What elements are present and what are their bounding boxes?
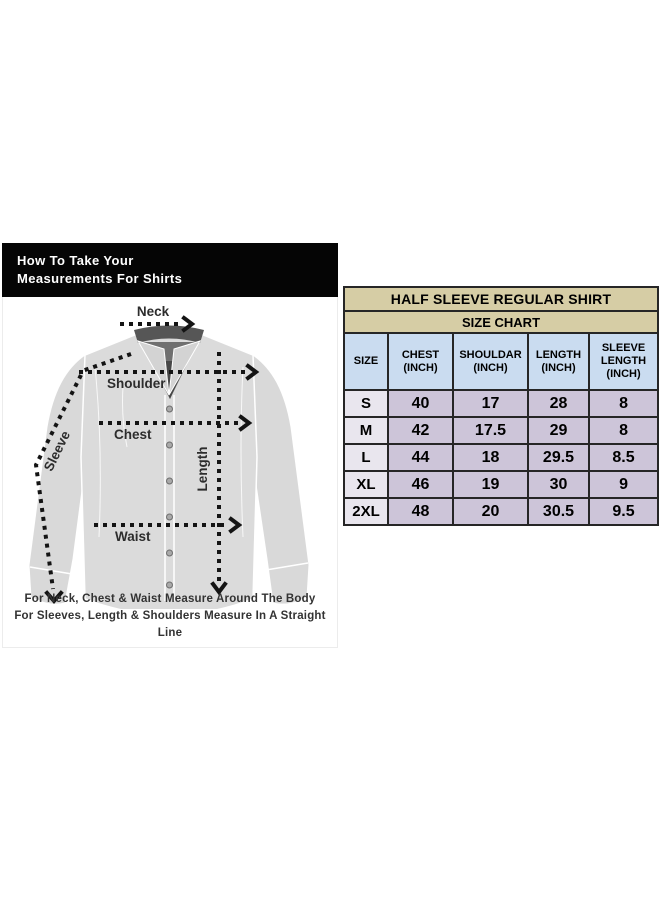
table-cell: 44 [388, 444, 453, 471]
measurement-instructions [3, 591, 337, 642]
table-row [344, 444, 658, 471]
table-subtitle-row [344, 311, 658, 333]
shirt-illustration [29, 326, 309, 610]
table-cell: 8 [589, 417, 658, 444]
panel-title-line2: Measurements For Shirts [17, 271, 183, 286]
table-cell: 40 [388, 390, 453, 417]
shirt-right-sleeve [249, 355, 309, 604]
table-row [344, 471, 658, 498]
column-header-sleeve-length: SLEEVE LENGTH (INCH) [589, 333, 658, 390]
length-label: Length [195, 446, 210, 492]
table-cell: XL [344, 471, 388, 498]
table-title-row [344, 287, 658, 311]
column-header-shoulder: SHOULDAR (INCH) [453, 333, 528, 390]
table-cell: 17.5 [453, 417, 528, 444]
shirt-diagram-svg [3, 297, 339, 609]
table-cell: 2XL [344, 498, 388, 525]
table-header-row [344, 333, 658, 390]
table-cell: 30 [528, 471, 589, 498]
table-cell: 46 [388, 471, 453, 498]
table-row [344, 390, 658, 417]
table-cell: 20 [453, 498, 528, 525]
size-chart-table [343, 286, 659, 526]
shirt-measurement-diagram [2, 297, 338, 648]
size-chart-subtitle: SIZE CHART [344, 311, 658, 333]
measurement-panel [2, 243, 338, 648]
shirt-left-sleeve [29, 355, 89, 604]
instruction-line1: For Neck, Chest & Waist Measure Around The Body [24, 593, 316, 605]
table-cell: 42 [388, 417, 453, 444]
column-header-chest: CHEST (INCH) [388, 333, 453, 390]
table-row [344, 498, 658, 525]
panel-title-line1: How To Take Your [17, 253, 134, 268]
measurement-panel-header [2, 243, 338, 297]
table-cell: 30.5 [528, 498, 589, 525]
size-chart-title: HALF SLEEVE REGULAR SHIRT [344, 287, 658, 311]
table-cell: 17 [453, 390, 528, 417]
table-cell: M [344, 417, 388, 444]
table-cell: 19 [453, 471, 528, 498]
table-cell: 48 [388, 498, 453, 525]
column-header-size: SIZE [344, 333, 388, 390]
table-cell: L [344, 444, 388, 471]
sleeve-label: Sleeve [40, 428, 74, 474]
shoulder-label: Shoulder [107, 376, 166, 391]
waist-label: Waist [115, 529, 151, 544]
table-cell: 8.5 [589, 444, 658, 471]
table-cell: 29.5 [528, 444, 589, 471]
table-cell: 9 [589, 471, 658, 498]
neck-label: Neck [136, 304, 170, 319]
table-cell: 28 [528, 390, 589, 417]
instruction-line2: For Sleeves, Length & Shoulders Measure In A Straight Line [14, 610, 326, 639]
chest-label: Chest [114, 427, 152, 442]
table-cell: S [344, 390, 388, 417]
table-cell: 8 [589, 390, 658, 417]
table-cell: 18 [453, 444, 528, 471]
table-cell: 9.5 [589, 498, 658, 525]
table-row [344, 417, 658, 444]
column-header-length: LENGTH (INCH) [528, 333, 589, 390]
table-cell: 29 [528, 417, 589, 444]
